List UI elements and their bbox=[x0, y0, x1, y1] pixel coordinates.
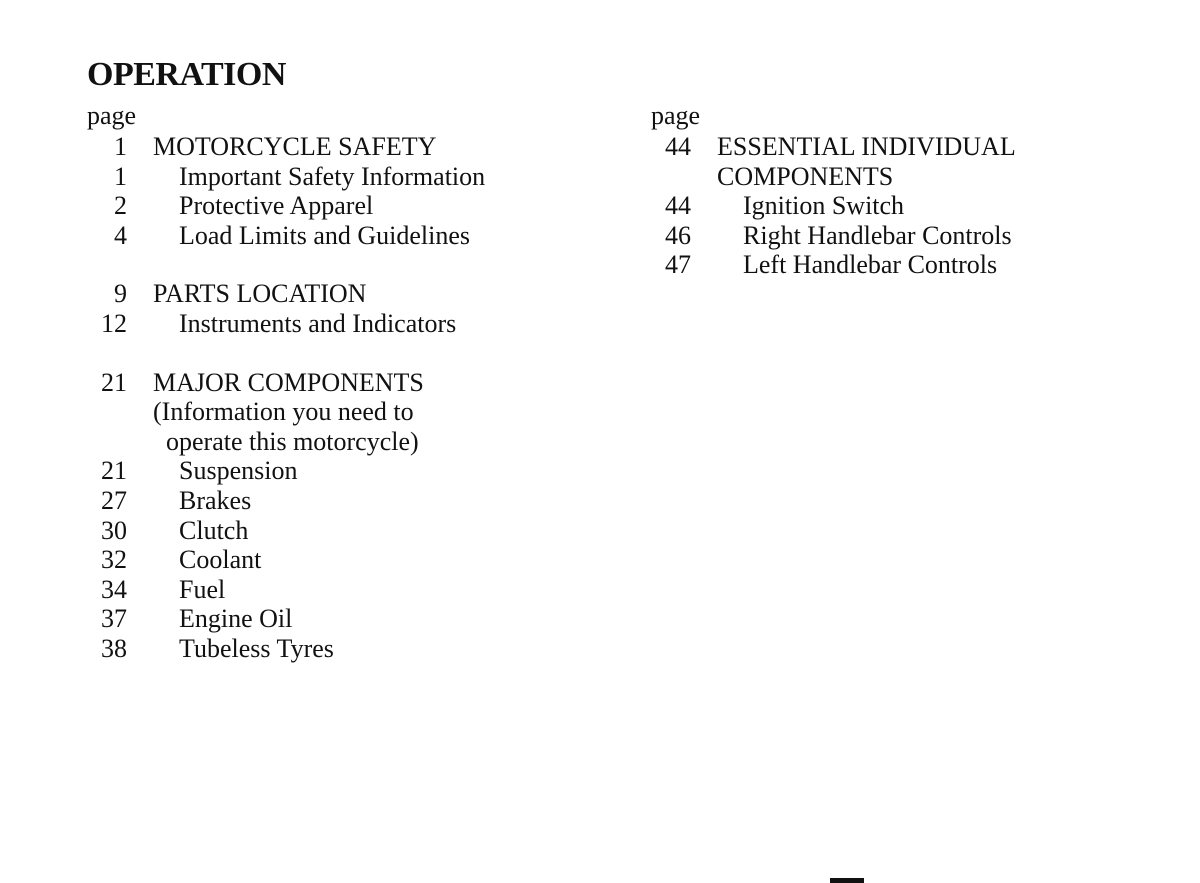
toc-entry-text: Engine Oil bbox=[179, 604, 293, 634]
toc-entry-text: COMPONENTS bbox=[717, 161, 894, 191]
toc-section-note bbox=[87, 397, 607, 427]
toc-right-column bbox=[651, 100, 1171, 280]
toc-page-number: 12 bbox=[101, 308, 127, 338]
toc-section-entry[interactable] bbox=[87, 368, 607, 398]
toc-page-number: 37 bbox=[101, 604, 127, 634]
toc-entry-text: Fuel bbox=[179, 574, 226, 604]
toc-entry-text: Left Handlebar Controls bbox=[743, 250, 998, 280]
toc-left-column bbox=[87, 100, 607, 664]
toc-page-number: 1 bbox=[114, 161, 127, 191]
toc-page-number: 30 bbox=[101, 515, 127, 545]
section-gap bbox=[87, 250, 607, 279]
toc-entry-text: Load Limits and Guidelines bbox=[179, 220, 471, 250]
toc-entry-text: Coolant bbox=[179, 545, 262, 575]
toc-entry-text: Protective Apparel bbox=[179, 191, 374, 221]
toc-subentry[interactable] bbox=[87, 162, 607, 192]
toc-entry-text: MAJOR COMPONENTS bbox=[153, 367, 424, 397]
toc-entry-text: Brakes bbox=[179, 485, 252, 515]
toc-entry-text: Tubeless Tyres bbox=[179, 633, 334, 663]
toc-entry-text: (Information you need to bbox=[153, 397, 414, 427]
toc-page-number: 44 bbox=[665, 132, 691, 161]
toc-page-number: 34 bbox=[101, 574, 127, 604]
toc-subentry[interactable] bbox=[87, 575, 607, 605]
toc-subentry[interactable] bbox=[87, 309, 607, 339]
toc-subentry[interactable] bbox=[87, 604, 607, 634]
toc-entry-text: MOTORCYCLE SAFETY bbox=[153, 132, 437, 161]
toc-subentry[interactable] bbox=[87, 486, 607, 516]
toc-page-number: 47 bbox=[665, 250, 691, 280]
toc-page-number: 9 bbox=[114, 279, 127, 309]
toc-section-entry[interactable] bbox=[651, 132, 1171, 162]
toc-subentry[interactable] bbox=[87, 191, 607, 221]
toc-page-number: 46 bbox=[665, 220, 691, 250]
toc-subentry[interactable] bbox=[651, 250, 1171, 280]
toc-subentry[interactable] bbox=[87, 634, 607, 664]
toc-subentry[interactable] bbox=[87, 516, 607, 546]
toc-page-number: 21 bbox=[101, 367, 127, 397]
toc-entry-text: ESSENTIAL INDIVIDUAL bbox=[717, 132, 1016, 161]
toc-entry-text: Suspension bbox=[179, 456, 298, 486]
toc-page-number: 2 bbox=[114, 191, 127, 221]
toc-entry-text: Right Handlebar Controls bbox=[743, 220, 1012, 250]
page-column-header: page bbox=[87, 101, 137, 130]
toc-subentry[interactable] bbox=[87, 221, 607, 251]
toc-subentry[interactable] bbox=[87, 456, 607, 486]
toc-page-number: 44 bbox=[665, 191, 691, 221]
page-column-header: page bbox=[651, 101, 701, 130]
toc-page-number: 21 bbox=[101, 456, 127, 486]
toc-entry-text: Clutch bbox=[179, 515, 249, 545]
toc-subentry[interactable] bbox=[651, 221, 1171, 251]
toc-page-number: 1 bbox=[114, 132, 127, 161]
toc-subentry[interactable] bbox=[87, 545, 607, 575]
toc-page-number: 38 bbox=[101, 633, 127, 663]
toc-subentry[interactable] bbox=[651, 191, 1171, 221]
toc-entry-text: PARTS LOCATION bbox=[153, 279, 367, 309]
toc-page-number: 27 bbox=[101, 485, 127, 515]
toc-section-entry[interactable] bbox=[87, 132, 607, 162]
toc-entry-text: Important Safety Information bbox=[179, 161, 486, 191]
section-gap bbox=[87, 339, 607, 368]
page-edge-mark bbox=[830, 878, 864, 883]
toc-section-entry[interactable] bbox=[87, 279, 607, 309]
toc-entry-text: Instruments and Indicators bbox=[179, 308, 457, 338]
toc-page-number: 32 bbox=[101, 545, 127, 575]
toc-section-note bbox=[87, 427, 607, 457]
page-title: OPERATION bbox=[87, 56, 286, 93]
toc-entry-text: operate this motorcycle) bbox=[166, 426, 419, 456]
toc-page-number: 4 bbox=[114, 220, 127, 250]
toc-entry-text: Ignition Switch bbox=[743, 191, 905, 221]
toc-section-entry-continued bbox=[651, 162, 1171, 192]
